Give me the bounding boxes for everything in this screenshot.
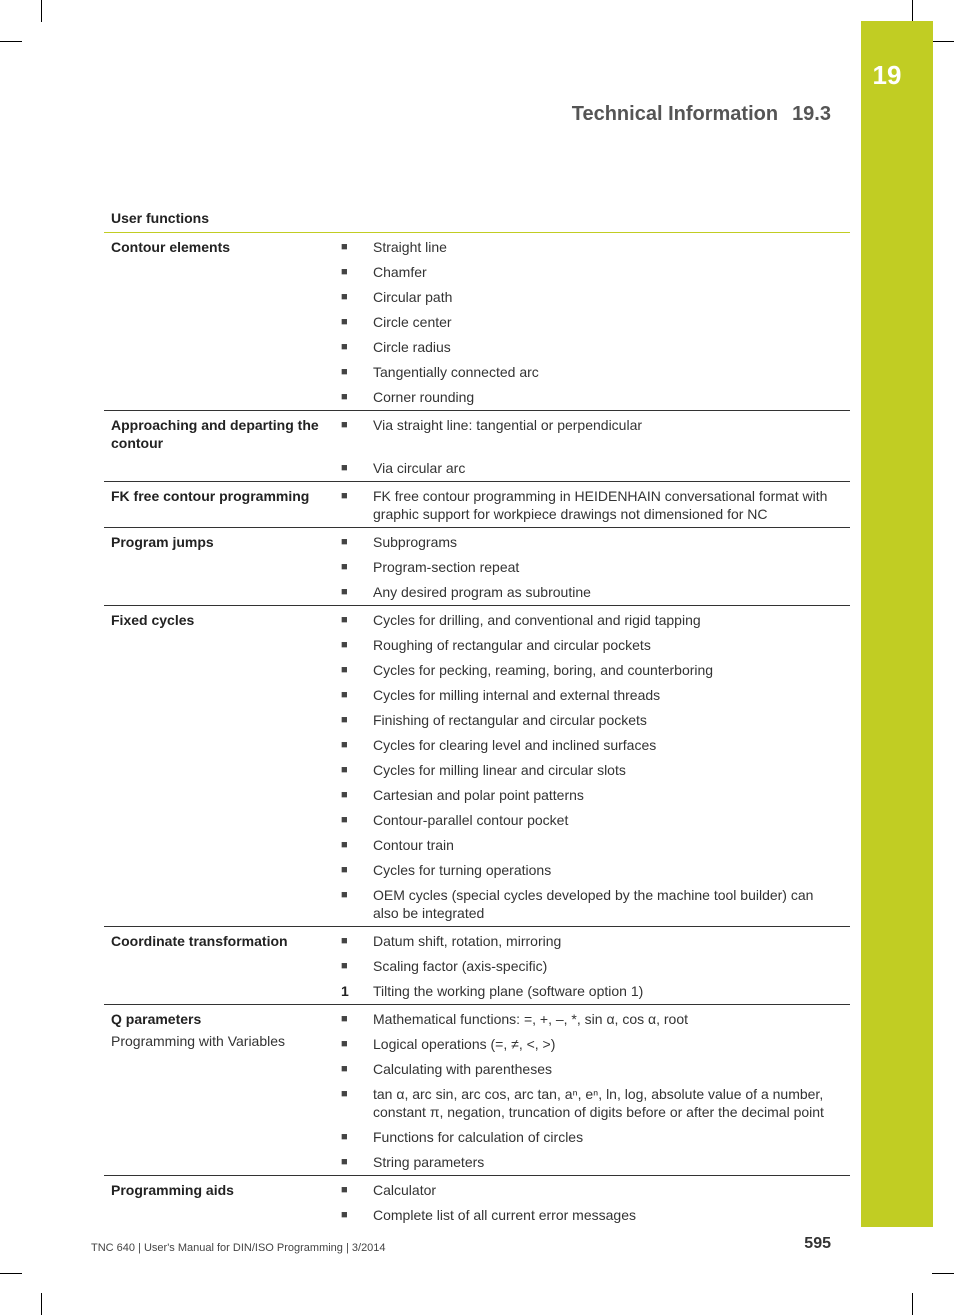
row-items (336, 411, 850, 477)
table-row (104, 606, 850, 927)
item-text: Cycles for milling internal and external threads (373, 687, 661, 703)
bullet-icon: ■ (341, 536, 348, 548)
list-item (336, 363, 850, 381)
item-text: Complete list of all current error messages (373, 1207, 636, 1223)
crop-mark (912, 0, 913, 22)
row-title: Programming aids (111, 1182, 234, 1198)
table-row (104, 1005, 850, 1176)
row-label (104, 482, 336, 523)
bullet-icon: ■ (341, 391, 348, 403)
bullet-icon: ■ (341, 789, 348, 801)
bullet-icon: ■ (341, 639, 348, 651)
page-number: 595 (804, 1235, 831, 1252)
list-item (336, 661, 850, 679)
row-title: Approaching and departing the contour (111, 417, 319, 451)
row-items (336, 233, 850, 406)
item-text: String parameters (373, 1154, 485, 1170)
bullet-icon: ■ (341, 291, 348, 303)
item-text: Cycles for drilling, and conventional and rigid tapping (373, 612, 701, 628)
bullet-icon: ■ (341, 266, 348, 278)
list-item (336, 836, 850, 854)
item-text: Chamfer (373, 264, 427, 280)
item-text: Logical operations (=, ≠, <, >) (373, 1036, 556, 1052)
list-item (336, 388, 850, 406)
row-title: Coordinate transformation (111, 933, 288, 949)
header-title: Technical Information (571, 103, 779, 125)
item-text: Circular path (373, 289, 453, 305)
list-item (336, 1060, 850, 1078)
bullet-icon: ■ (341, 490, 348, 502)
list-item (336, 761, 850, 779)
table-row (104, 411, 850, 482)
bullet-icon: ■ (341, 561, 348, 573)
list-item (336, 686, 850, 704)
item-text: tan α, arc sin, arc cos, arc tan, aⁿ, eⁿ, ln, log, absolute value of a number, constant π, negation, truncation of digits before or after the decimal point (373, 1086, 824, 1120)
list-item (336, 313, 850, 331)
list-item (336, 1153, 850, 1171)
item-text: Contour-parallel contour pocket (373, 812, 569, 828)
list-item (336, 338, 850, 356)
list-item (336, 861, 850, 879)
item-text: Mathematical functions: =, +, –, *, sin α, cos α, root (373, 1011, 688, 1027)
bullet-icon: ■ (341, 1013, 348, 1025)
list-item (336, 487, 850, 523)
list-item (336, 238, 850, 256)
header-section: 19.3 (792, 103, 831, 125)
table-heading: User functions (104, 210, 850, 233)
bullet-icon: ■ (341, 664, 348, 676)
list-item (336, 786, 850, 804)
list-item (336, 711, 850, 729)
list-item (336, 1035, 850, 1053)
item-text: Via circular arc (373, 460, 466, 476)
list-item (336, 886, 850, 922)
item-text: Corner rounding (373, 389, 475, 405)
table-row (104, 528, 850, 606)
row-subtitle: Programming with Variables (111, 1033, 286, 1049)
list-item (336, 533, 850, 551)
list-item (336, 611, 850, 629)
crop-mark (912, 1293, 913, 1315)
row-items (336, 528, 850, 601)
crop-mark (932, 41, 954, 42)
footer-text: TNC 640 | User's Manual for DIN/ISO Programming | 3/2014 (91, 1242, 386, 1254)
crop-mark (932, 1273, 954, 1274)
bullet-icon: ■ (341, 814, 348, 826)
bullet-icon: ■ (341, 1209, 348, 1221)
list-item (336, 932, 850, 950)
option-number: 1 (341, 983, 349, 999)
item-text: Via straight line: tangential or perpendicular (373, 417, 643, 433)
list-item (336, 1181, 850, 1199)
bullet-icon: ■ (341, 1131, 348, 1143)
item-text: Tangentially connected arc (373, 364, 539, 380)
list-item (336, 558, 850, 576)
item-text: Cartesian and polar point patterns (373, 787, 584, 803)
item-text: Any desired program as subroutine (373, 584, 591, 600)
list-item (336, 263, 850, 281)
list-item (336, 1085, 850, 1121)
user-functions-table (104, 210, 850, 1228)
bullet-icon: ■ (341, 1038, 348, 1050)
item-text: Circle radius (373, 339, 451, 355)
bullet-icon: ■ (341, 419, 348, 431)
row-title: FK free contour programming (111, 488, 310, 504)
item-text: Circle center (373, 314, 452, 330)
bullet-icon: ■ (341, 462, 348, 474)
item-text: Cycles for turning operations (373, 862, 552, 878)
bullet-icon: ■ (341, 316, 348, 328)
bullet-icon: ■ (341, 935, 348, 947)
list-item (336, 416, 850, 434)
row-items (336, 927, 850, 1000)
item-text: OEM cycles (special cycles developed by the machine tool builder) can also be integrated (373, 887, 814, 921)
bullet-icon: ■ (341, 689, 348, 701)
bullet-icon: ■ (341, 1063, 348, 1075)
bullet-icon: ■ (341, 366, 348, 378)
row-label (104, 1005, 336, 1171)
table-row (104, 1176, 850, 1228)
crop-mark (41, 1293, 42, 1315)
bullet-icon: ■ (341, 586, 348, 598)
table-row (104, 233, 850, 411)
item-text: FK free contour programming in HEIDENHAIN conversational format with graphic support for workpiece drawings not dimensioned for NC (373, 488, 828, 522)
row-label (104, 411, 336, 477)
bullet-icon: ■ (341, 889, 348, 901)
item-text: Finishing of rectangular and circular pockets (373, 712, 647, 728)
row-items (336, 1176, 850, 1224)
row-title: Program jumps (111, 534, 214, 550)
row-title: Fixed cycles (111, 612, 195, 628)
list-item (336, 1010, 850, 1028)
item-text: Contour train (373, 837, 454, 853)
list-item (336, 1128, 850, 1146)
bullet-icon: ■ (341, 1184, 348, 1196)
table-row (104, 927, 850, 1005)
bullet-icon: ■ (341, 241, 348, 253)
list-item (336, 583, 850, 601)
row-label (104, 927, 336, 1000)
bullet-icon: ■ (341, 714, 348, 726)
row-title: Q parameters (111, 1011, 202, 1027)
item-text: Straight line (373, 239, 447, 255)
list-item (336, 288, 850, 306)
item-text: Cycles for clearing level and inclined surfaces (373, 737, 657, 753)
row-label (104, 606, 336, 922)
crop-mark (0, 41, 22, 42)
item-text: Functions for calculation of circles (373, 1129, 584, 1145)
page-header (572, 103, 831, 126)
item-text: Tilting the working plane (software option 1) (373, 983, 644, 999)
row-items (336, 1005, 850, 1171)
row-items (336, 606, 850, 922)
bullet-icon: ■ (341, 1156, 348, 1168)
row-label (104, 233, 336, 406)
table-body (104, 233, 850, 1228)
item-text: Cycles for milling linear and circular slots (373, 762, 626, 778)
bullet-icon: ■ (341, 960, 348, 972)
item-text: Roughing of rectangular and circular pockets (373, 637, 651, 653)
list-item (336, 736, 850, 754)
chapter-sidebar (861, 21, 933, 1227)
item-text: Calculator (373, 1182, 437, 1198)
bullet-icon: ■ (341, 739, 348, 751)
chapter-number: 19 (872, 60, 902, 90)
bullet-icon: ■ (341, 839, 348, 851)
bullet-icon: ■ (341, 1088, 348, 1100)
row-label (104, 528, 336, 601)
crop-mark (0, 1273, 22, 1274)
list-item (336, 957, 850, 975)
row-title: Contour elements (111, 239, 231, 255)
row-label (104, 1176, 336, 1224)
bullet-icon: ■ (341, 341, 348, 353)
row-items (336, 482, 850, 523)
list-item (336, 636, 850, 654)
bullet-icon: ■ (341, 864, 348, 876)
table-row (104, 482, 850, 528)
item-text: Cycles for pecking, reaming, boring, and counterboring (373, 662, 714, 678)
list-item (336, 982, 850, 1000)
list-item (336, 811, 850, 829)
bullet-icon: ■ (341, 614, 348, 626)
item-text: Program-section repeat (373, 559, 520, 575)
item-text: Scaling factor (axis-specific) (373, 958, 548, 974)
list-item (336, 459, 850, 477)
list-item (336, 1206, 850, 1224)
crop-mark (41, 0, 42, 22)
item-text: Subprograms (373, 534, 458, 550)
item-text: Datum shift, rotation, mirroring (373, 933, 562, 949)
item-text: Calculating with parentheses (373, 1061, 552, 1077)
bullet-icon: ■ (341, 764, 348, 776)
